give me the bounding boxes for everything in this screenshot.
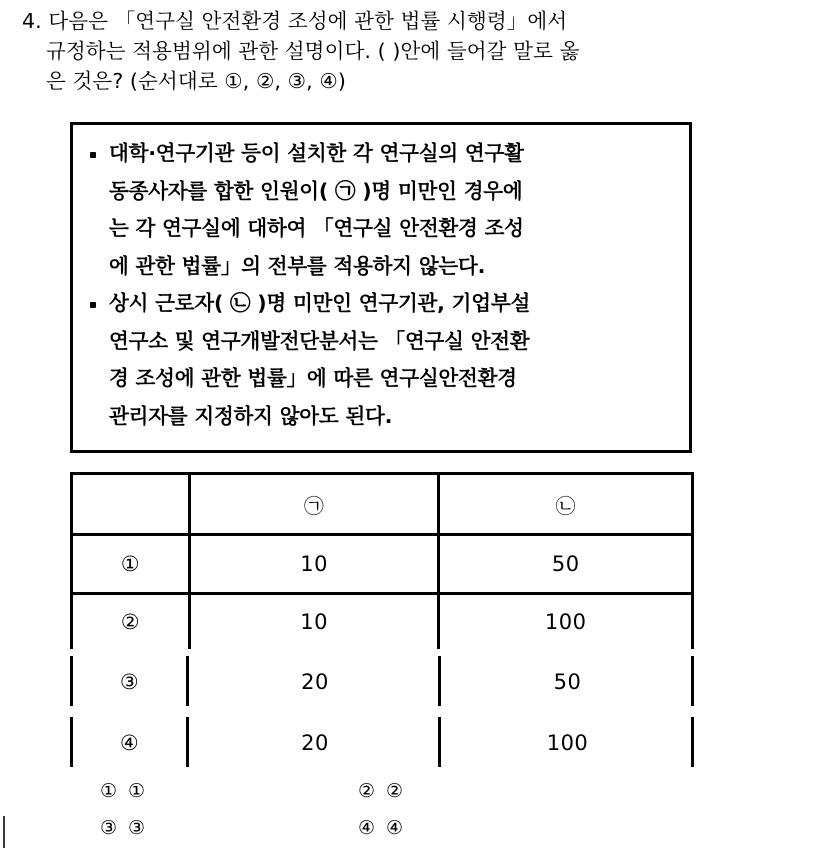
answer-choice-row bbox=[100, 809, 800, 846]
question-stem-line-2: 규정하는 적용범위에 관한 설명이다. ( )안에 들어갈 말로 옳 bbox=[46, 39, 580, 63]
answer-choice-value: ② bbox=[386, 779, 404, 802]
table-row-value-b bbox=[441, 654, 694, 710]
bullet-1-line-4: 에 관한 법률」의 전부를 적용하지 않는다. bbox=[109, 253, 486, 278]
answer-choice-3[interactable] bbox=[100, 817, 358, 839]
answer-choice-4[interactable] bbox=[358, 817, 616, 839]
scan-edge-artifact bbox=[3, 816, 5, 848]
answer-choice-1[interactable] bbox=[100, 780, 358, 802]
table-row[interactable] bbox=[70, 654, 694, 710]
table-row-label bbox=[70, 715, 189, 771]
answer-choice-2[interactable] bbox=[358, 780, 616, 802]
table-row-value-a-text: 20 bbox=[301, 731, 329, 755]
answer-choice-value: ① bbox=[128, 779, 146, 802]
table-rule-tick bbox=[691, 656, 694, 706]
table-row-value-a bbox=[189, 715, 441, 771]
table-header-blank bbox=[73, 475, 191, 533]
table-row-value-b: 100 bbox=[544, 610, 587, 634]
table-row[interactable] bbox=[70, 715, 694, 771]
answer-choice-marker: ① bbox=[100, 779, 118, 802]
table-row-value-b: 50 bbox=[551, 552, 580, 576]
table-row[interactable] bbox=[70, 592, 694, 649]
statement-bullet-1 bbox=[87, 135, 677, 285]
table-row-label bbox=[70, 654, 189, 710]
statement-box bbox=[70, 122, 692, 453]
answer-choice-marker: ④ bbox=[358, 816, 376, 839]
question-stem-line-1: 4. 다음은 「연구실 안전환경 조성에 관한 법률 시행령」에서 bbox=[22, 9, 568, 33]
statement-bullet-2 bbox=[87, 285, 677, 435]
table-header-row bbox=[70, 472, 694, 533]
table-row[interactable] bbox=[70, 533, 694, 592]
answer-choice-marker: ② bbox=[358, 779, 376, 802]
table-row-value-b-text: 50 bbox=[553, 670, 582, 694]
table-row-label: ① bbox=[73, 536, 191, 592]
bullet-1-line-3: 는 각 연구실에 대하여 「연구실 안전환경 조성 bbox=[109, 216, 524, 240]
table-row-value-a-text: 20 bbox=[301, 670, 329, 694]
table-row-value-b-text: 100 bbox=[546, 731, 589, 755]
table-row-label-text: ③ bbox=[119, 670, 140, 694]
bullet-1-line-2: 동종사자를 합한 인원이( ㉠ )명 미만인 경우에 bbox=[109, 178, 523, 203]
table-header-symbol-b: ㉡ bbox=[555, 493, 576, 518]
bullet-1-line-1: 대학·연구기관 등이 설치한 각 연구실의 연구활 bbox=[109, 141, 524, 165]
table-row-value-b bbox=[441, 715, 694, 771]
table-rule-tick bbox=[691, 717, 694, 767]
table-header-symbol-a: ㉠ bbox=[191, 475, 441, 533]
bullet-2-line-2: 연구소 및 연구개발전단분서는 「연구실 안전환 bbox=[109, 328, 530, 353]
bullet-2-line-3: 경 조성에 관한 법률」에 따른 연구실안전환경 bbox=[109, 366, 517, 390]
answer-choice-marker: ③ bbox=[100, 816, 118, 839]
table-row-label-text: ④ bbox=[119, 731, 140, 755]
question-stem-line-3: 은 것은? (순서대로 ①, ②, ③, ④) bbox=[46, 69, 346, 93]
answer-choices bbox=[100, 772, 800, 846]
bullet-2-line-1: 상시 근로자( ㉡ )명 미만인 연구기관, 기업부설 bbox=[109, 291, 531, 315]
table-row-value-a: 10 bbox=[191, 595, 441, 649]
table-rule-tick bbox=[70, 656, 73, 706]
bullet-2-line-4: 관리자를 지정하지 않아도 된다. bbox=[109, 403, 393, 428]
answer-choice-value: ③ bbox=[128, 816, 146, 839]
table-rule-tick bbox=[70, 717, 73, 767]
table-row-value-a: 10 bbox=[191, 536, 441, 592]
table-row-label: ② bbox=[73, 595, 191, 649]
answer-choice-row bbox=[100, 772, 800, 809]
answer-options-table bbox=[70, 472, 694, 760]
table-row-value-a bbox=[189, 654, 441, 710]
question-stem bbox=[22, 6, 812, 96]
answer-choice-value: ④ bbox=[386, 816, 404, 839]
